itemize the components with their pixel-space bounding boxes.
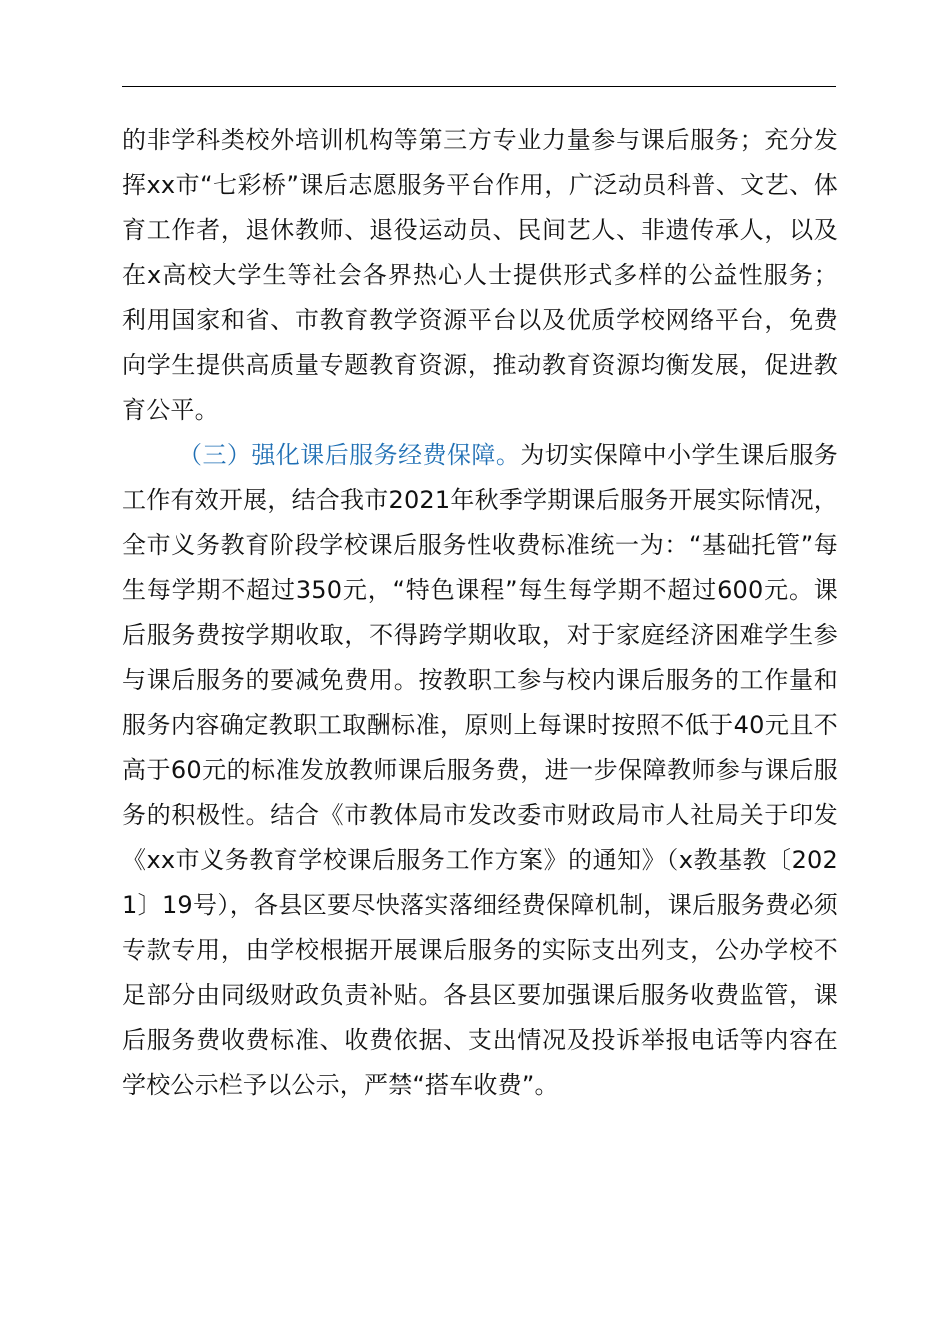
paragraph-funding (122, 433, 838, 1108)
document-body (122, 118, 838, 1108)
section-heading: （三）强化课后服务经费保障。 (178, 441, 521, 469)
paragraph-1-text: 的非学科类校外培训机构等第三方专业力量参与课后服务；充分发挥xx市“七彩桥”课后志愿服务平台作用，广泛动员科普、文艺、体育工作者，退休教师、退役运动员、民间艺人、非遗传承人，以及在x高校大学生等社会各界热心人士提供形式多样的公益性服务；利用国家和省、市教育教学资源平台以及优质学校网络平台，免费向学生提供高质量专题教育资源，推动教育资源均衡发展，促进教育公平。 (122, 126, 838, 424)
header-rule (122, 86, 836, 87)
paragraph-2-text: 为切实保障中小学生课后服务工作有效开展，结合我市2021年秋季学期课后服务开展实际情况，全市义务教育阶段学校课后服务性收费标准统一为：“基础托管”每生每学期不超过350元，“特色课程”每生每学期不超过600元。课后服务费按学期收取，不得跨学期收取，对于家庭经济困难学生参与课后服务的要减免费用。按教职工参与校内课后服务的工作量和服务内容确定教职工取酬标准，原则上每课时按照不低于40元且不高于60元的标准发放教师课后服务费，进一步保障教师参与课后服务的积极性。结合《市教体局市发改委市财政局市人社局关于印发《xx市义务教育学校课后服务工作方案》的通知》（x教基教〔2021〕19号），各县区要尽快落实落细经费保障机制，课后服务费必须专款专用，由学校根据开展课后服务的实际支出列支，公办学校不足部分由同级财政负责补贴。各县区要加强课后服务收费监管，课后服务费收费标准、收费依据、支出情况及投诉举报电话等内容在学校公示栏予以公示，严禁“搭车收费”。 (122, 441, 838, 1099)
paragraph-continuation (122, 118, 838, 433)
